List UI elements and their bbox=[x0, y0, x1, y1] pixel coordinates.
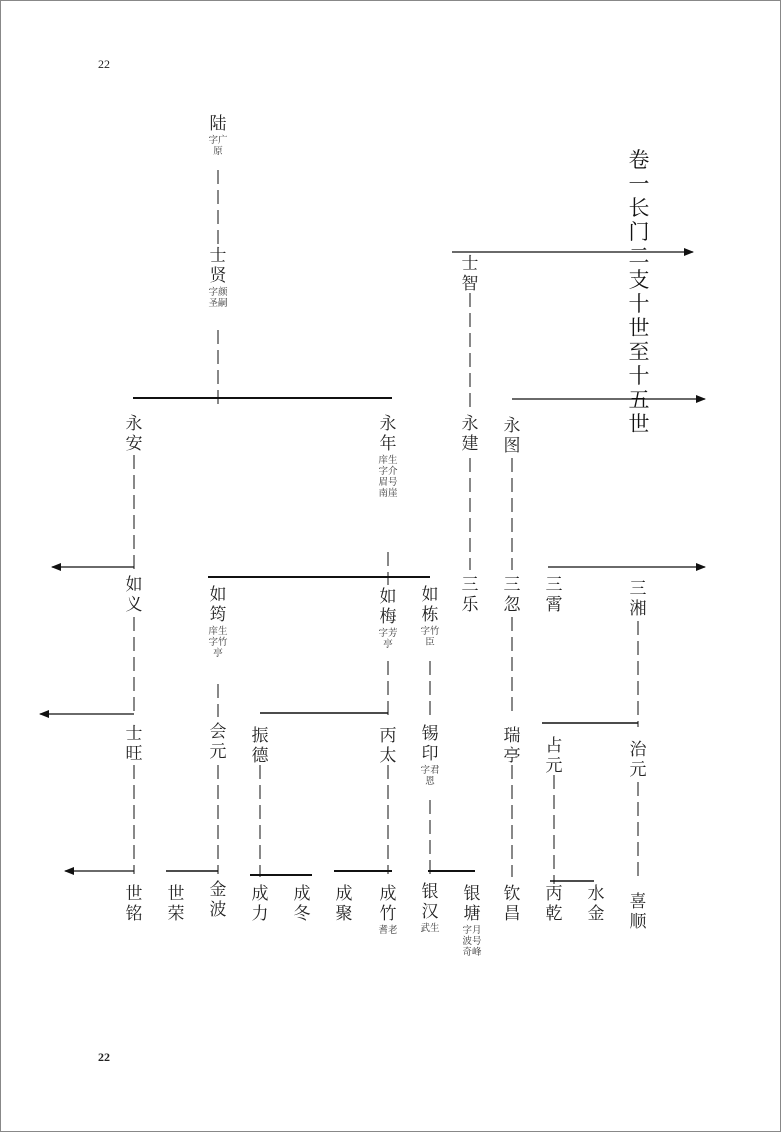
person-rumei: 如梅 字芳亭 bbox=[378, 587, 398, 650]
person-bingqian: 丙乾 bbox=[545, 884, 563, 924]
person-sanxiao: 三霄 bbox=[545, 575, 563, 615]
person-shixian: 士贤 字颜圣嗣 bbox=[208, 246, 228, 309]
person-sanxiang: 三湘 bbox=[629, 579, 647, 619]
page-number-bottom: 22 bbox=[98, 1050, 110, 1064]
person-ruiting: 瑞亭 bbox=[503, 726, 521, 766]
person-ruyi: 如义 bbox=[125, 575, 143, 615]
person-zhiyuan: 治元 bbox=[629, 740, 647, 780]
person-shuijin: 水金 bbox=[587, 884, 605, 924]
person-rudong: 如栋 字竹臣 bbox=[420, 585, 440, 648]
person-chengzhu: 成竹 耆老 bbox=[378, 884, 398, 936]
person-yintang: 银塘 字月波号奇峰 bbox=[462, 884, 482, 958]
person-xiyin: 锡印 字君恩 bbox=[420, 724, 440, 787]
person-qinchang: 钦昌 bbox=[503, 884, 521, 924]
person-chengli: 成力 bbox=[251, 884, 269, 924]
person-yongjian: 永建 bbox=[461, 414, 479, 454]
person-chengju: 成聚 bbox=[335, 884, 353, 924]
person-ruyun: 如筠 庠生字竹亭 bbox=[208, 585, 228, 659]
person-zhanyuan: 占元 bbox=[545, 736, 563, 776]
person-yinhan: 银汉 武生 bbox=[420, 882, 440, 934]
person-chengdong: 成冬 bbox=[293, 884, 311, 924]
person-yongan: 永安 bbox=[125, 414, 143, 454]
person-yongnian: 永年 庠生字介眉号南崖 bbox=[378, 414, 398, 499]
person-jinbo: 金波 bbox=[209, 880, 227, 920]
person-shiming: 世铭 bbox=[125, 884, 143, 924]
person-bingtai: 丙太 bbox=[379, 726, 397, 766]
person-zhende: 振德 bbox=[251, 726, 269, 766]
person-sanle: 三乐 bbox=[461, 575, 479, 615]
person-shizhi: 士智 bbox=[461, 254, 479, 294]
person-xishun: 喜顺 bbox=[629, 892, 647, 932]
genealogy-title: 卷一长门二支 十世至十五世 bbox=[628, 148, 650, 436]
person-sanhu: 三忽 bbox=[503, 575, 521, 615]
person-shirong: 世荣 bbox=[167, 884, 185, 924]
person-shiwang: 士旺 bbox=[125, 724, 143, 764]
page-number-top: 22 bbox=[98, 57, 110, 71]
person-huiyuan: 会元 bbox=[209, 722, 227, 762]
person-yongtu: 永图 bbox=[503, 416, 521, 456]
person-lu: 陆 字广原 bbox=[208, 114, 228, 157]
